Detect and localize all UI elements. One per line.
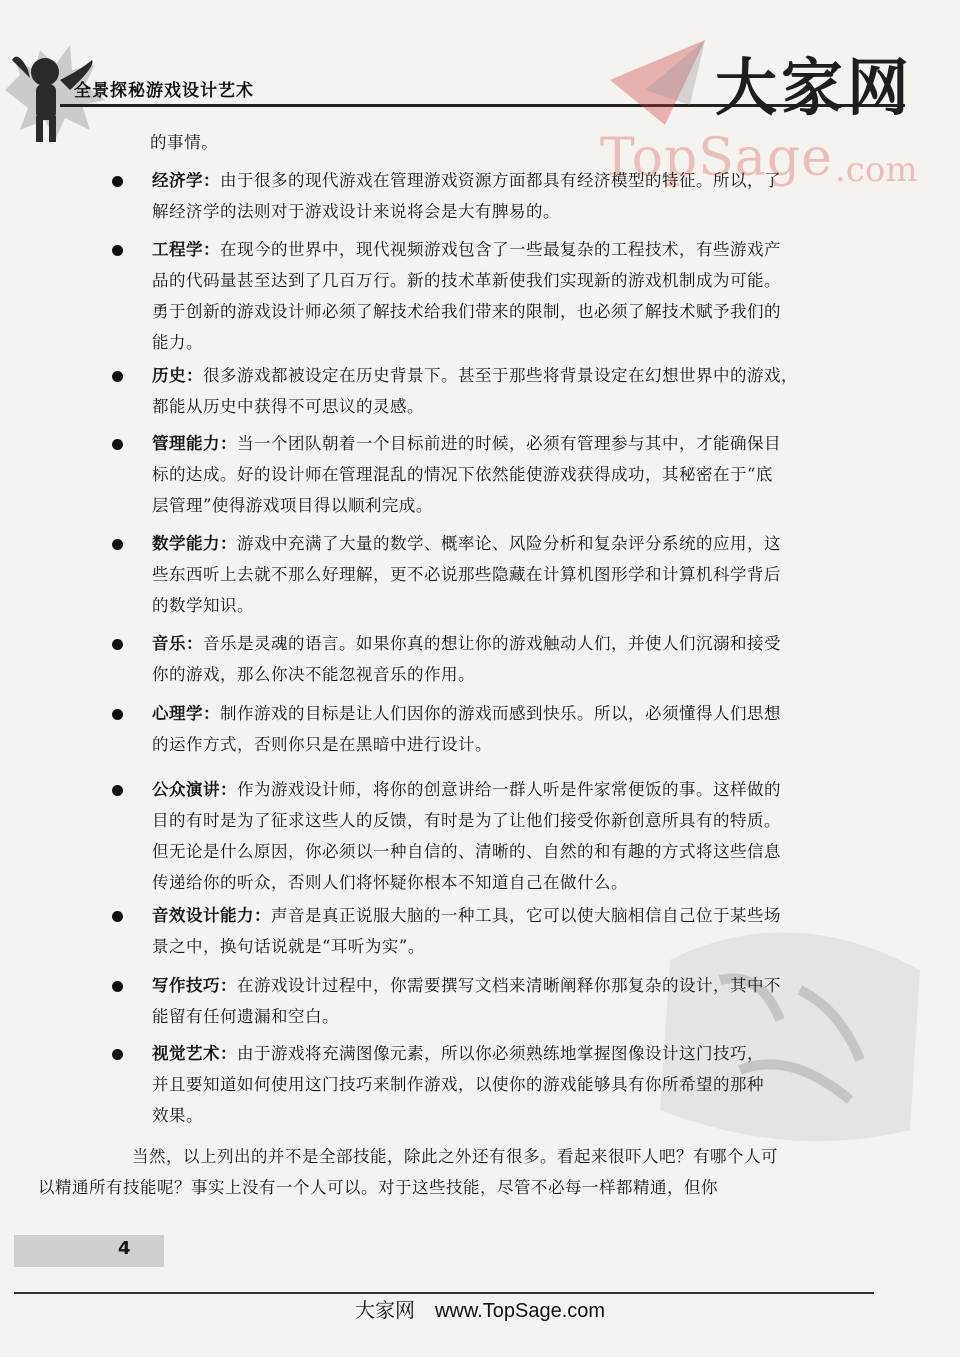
logo-chinese-text: 大家网 [715, 51, 914, 124]
bullet-dot-icon [112, 439, 123, 450]
bullet-dot-icon [112, 1049, 123, 1060]
bullet-text [152, 428, 922, 521]
bullet-line [152, 805, 922, 836]
bullet-line-text: 很多游戏都被设定在历史背景下。甚至于那些将背景设定在幻想世界中的游戏， [203, 366, 798, 385]
bullet-line-text: 些东西听上去就不那么好理解，更不必说那些隐藏在计算机图形学和计算机科学背后 [152, 565, 781, 584]
bullet-line [152, 970, 922, 1001]
closing-line: 当然，以上列出的并不是全部技能，除此之外还有很多。看起来很吓人吧？有哪个人可 [132, 1147, 778, 1166]
bullet-line-text: 传递给你的听众，否则人们将怀疑你根本不知道自己在做什么。 [152, 873, 628, 892]
bullet-line [152, 900, 922, 931]
bullet-dot-icon [112, 176, 123, 187]
bullet-term: 视觉艺术： [152, 1044, 237, 1063]
bullet-text [152, 900, 922, 962]
bullet-dot-icon [112, 981, 123, 992]
closing-paragraph [38, 1141, 918, 1203]
bullet-line-text: 品的代码量甚至达到了几百万行。新的技术革新使我们实现新的游戏机制成为可能。 [152, 271, 781, 290]
bullet-line [152, 196, 922, 227]
bullet-line [152, 234, 922, 265]
bullet-line-text: 在现今的世界中，现代视频游戏包含了一些最复杂的工程技术，有些游戏产 [220, 240, 781, 259]
continuation-text: 的事情。 [150, 133, 219, 152]
bullet-dot-icon [112, 539, 123, 550]
bullet-line-text: 的数学知识。 [152, 596, 254, 615]
bullet-line [152, 1100, 922, 1131]
bullet-line-text: 声音是真正说服大脑的一种工具，它可以使大脑相信自己位于某些场 [271, 906, 781, 925]
logo-suffix-text: .com [835, 150, 918, 190]
bullet-line [152, 867, 922, 898]
bullet-line-text: 并且要知道如何使用这门技巧来制作游戏，以使你的游戏能够具有你所希望的那种 [152, 1075, 764, 1094]
bullet-dot-icon [112, 709, 123, 720]
logo-english-text: TopSage [600, 128, 833, 188]
bullet-line [152, 559, 922, 590]
bullet-line [152, 391, 922, 422]
bullet-term: 工程学： [152, 240, 220, 259]
closing-line: 以精通所有技能呢？事实上没有一个人可以。对于这些技能，尽管不必每一样都精通，但你 [38, 1178, 718, 1197]
bullet-line-text: 层管理”使得游戏项目得以顺利完成。 [152, 496, 433, 515]
bullet-text [152, 360, 922, 422]
bullet-line-text: 景之中，换句话说就是“耳听为实”。 [152, 937, 425, 956]
bullet-line [152, 774, 922, 805]
bullet-text [152, 970, 922, 1032]
bullet-line [152, 698, 922, 729]
bullet-line [152, 360, 922, 391]
bullet-term: 音乐： [152, 634, 203, 653]
bullet-text [152, 698, 922, 760]
page-number: 4 [118, 1238, 131, 1259]
bullet-text [152, 165, 922, 227]
bullet-line-text: 能留有任何遗漏和空白。 [152, 1007, 339, 1026]
bullet-line-text: 效果。 [152, 1106, 203, 1125]
bullet-term: 公众演讲： [152, 780, 237, 799]
bullet-line [152, 1038, 922, 1069]
bullet-line-text: 当一个团队朝着一个目标前进的时候，必须有管理参与其中，才能确保目 [237, 434, 781, 453]
bullet-line-text: 在游戏设计过程中，你需要撰写文档来清晰阐释你那复杂的设计，其中不 [237, 976, 781, 995]
bullet-term: 心理学： [152, 704, 220, 723]
bullet-line-text: 解经济学的法则对于游戏设计来说将会是大有脾易的。 [152, 202, 560, 221]
bullet-text [152, 234, 922, 358]
bullet-line-text: 标的达成。好的设计师在管理混乱的情况下依然能使游戏获得成功，其秘密在于“底 [152, 465, 773, 484]
bullet-line [152, 729, 922, 760]
bullet-line [152, 1069, 922, 1100]
book-title: 全景探秘游戏设计艺术 [74, 81, 254, 101]
bullet-line [152, 836, 922, 867]
page-number-box [14, 1235, 164, 1267]
bullet-term: 音效设计能力： [152, 906, 271, 925]
bullet-text [152, 1038, 922, 1131]
bullet-line-text: 都能从历史中获得不可思议的灵感。 [152, 397, 424, 416]
bullet-term: 数学能力： [152, 534, 237, 553]
bullet-line-text: 制作游戏的目标是让人们因你的游戏而感到快乐。所以，必须懂得人们思想 [220, 704, 781, 723]
bullet-line-text: 由于游戏将充满图像元素，所以你必须熟练地掌握图像设计这门技巧， [237, 1044, 764, 1063]
bullet-line-text: 游戏中充满了大量的数学、概率论、风险分析和复杂评分系统的应用，这 [237, 534, 781, 553]
bullet-line [152, 265, 922, 296]
bullet-dot-icon [112, 639, 123, 650]
bullet-text [152, 774, 922, 898]
bullet-text [152, 628, 922, 690]
bullet-line [152, 327, 922, 358]
bullet-dot-icon [112, 911, 123, 922]
bullet-term: 写作技巧： [152, 976, 237, 995]
bullet-line [152, 659, 922, 690]
footer-site-text: 大家网 www.TopSage.com [354, 1300, 606, 1322]
bullet-dot-icon [112, 245, 123, 256]
bullet-line-text: 音乐是灵魂的语言。如果你真的想让你的游戏触动人们，并使人们沉溺和接受 [203, 634, 781, 653]
bullet-line-text: 由于很多的现代游戏在管理游戏资源方面都具有经济模型的特征。所以，了 [220, 171, 781, 190]
bullet-term: 经济学： [152, 171, 220, 190]
bullet-term: 管理能力： [152, 434, 237, 453]
bullet-line [152, 931, 922, 962]
bullet-line [152, 490, 922, 521]
bullet-line-text: 目的有时是为了征求这些人的反馈，有时是为了让他们接受你新创意所具有的特质。 [152, 811, 781, 830]
bullet-line-text: 但无论是什么原因，你必须以一种自信的、清晰的、自然的和有趣的方式将这些信息 [152, 842, 781, 861]
bullet-line [152, 528, 922, 559]
bullet-line [152, 428, 922, 459]
bullet-line [152, 628, 922, 659]
bullet-line-text: 勇于创新的游戏设计师必须了解技术给我们带来的限制，也必须了解技术赋予我们的 [152, 302, 781, 321]
bullet-dot-icon [112, 785, 123, 796]
bullet-line [152, 459, 922, 490]
bullet-line [152, 1001, 922, 1032]
bullet-line-text: 的运作方式，否则你只是在黑暗中进行设计。 [152, 735, 492, 754]
bullet-line [152, 296, 922, 327]
bullet-term: 历史： [152, 366, 203, 385]
bullet-line-text: 作为游戏设计师，将你的创意讲给一群人听是件家常便饭的事。这样做的 [237, 780, 781, 799]
bullet-dot-icon [112, 371, 123, 382]
bullet-line-text: 你的游戏，那么你决不能忽视音乐的作用。 [152, 665, 475, 684]
bullet-line-text: 能力。 [152, 333, 203, 352]
bullet-line [152, 165, 922, 196]
bullet-text [152, 528, 922, 621]
bullet-line [152, 590, 922, 621]
